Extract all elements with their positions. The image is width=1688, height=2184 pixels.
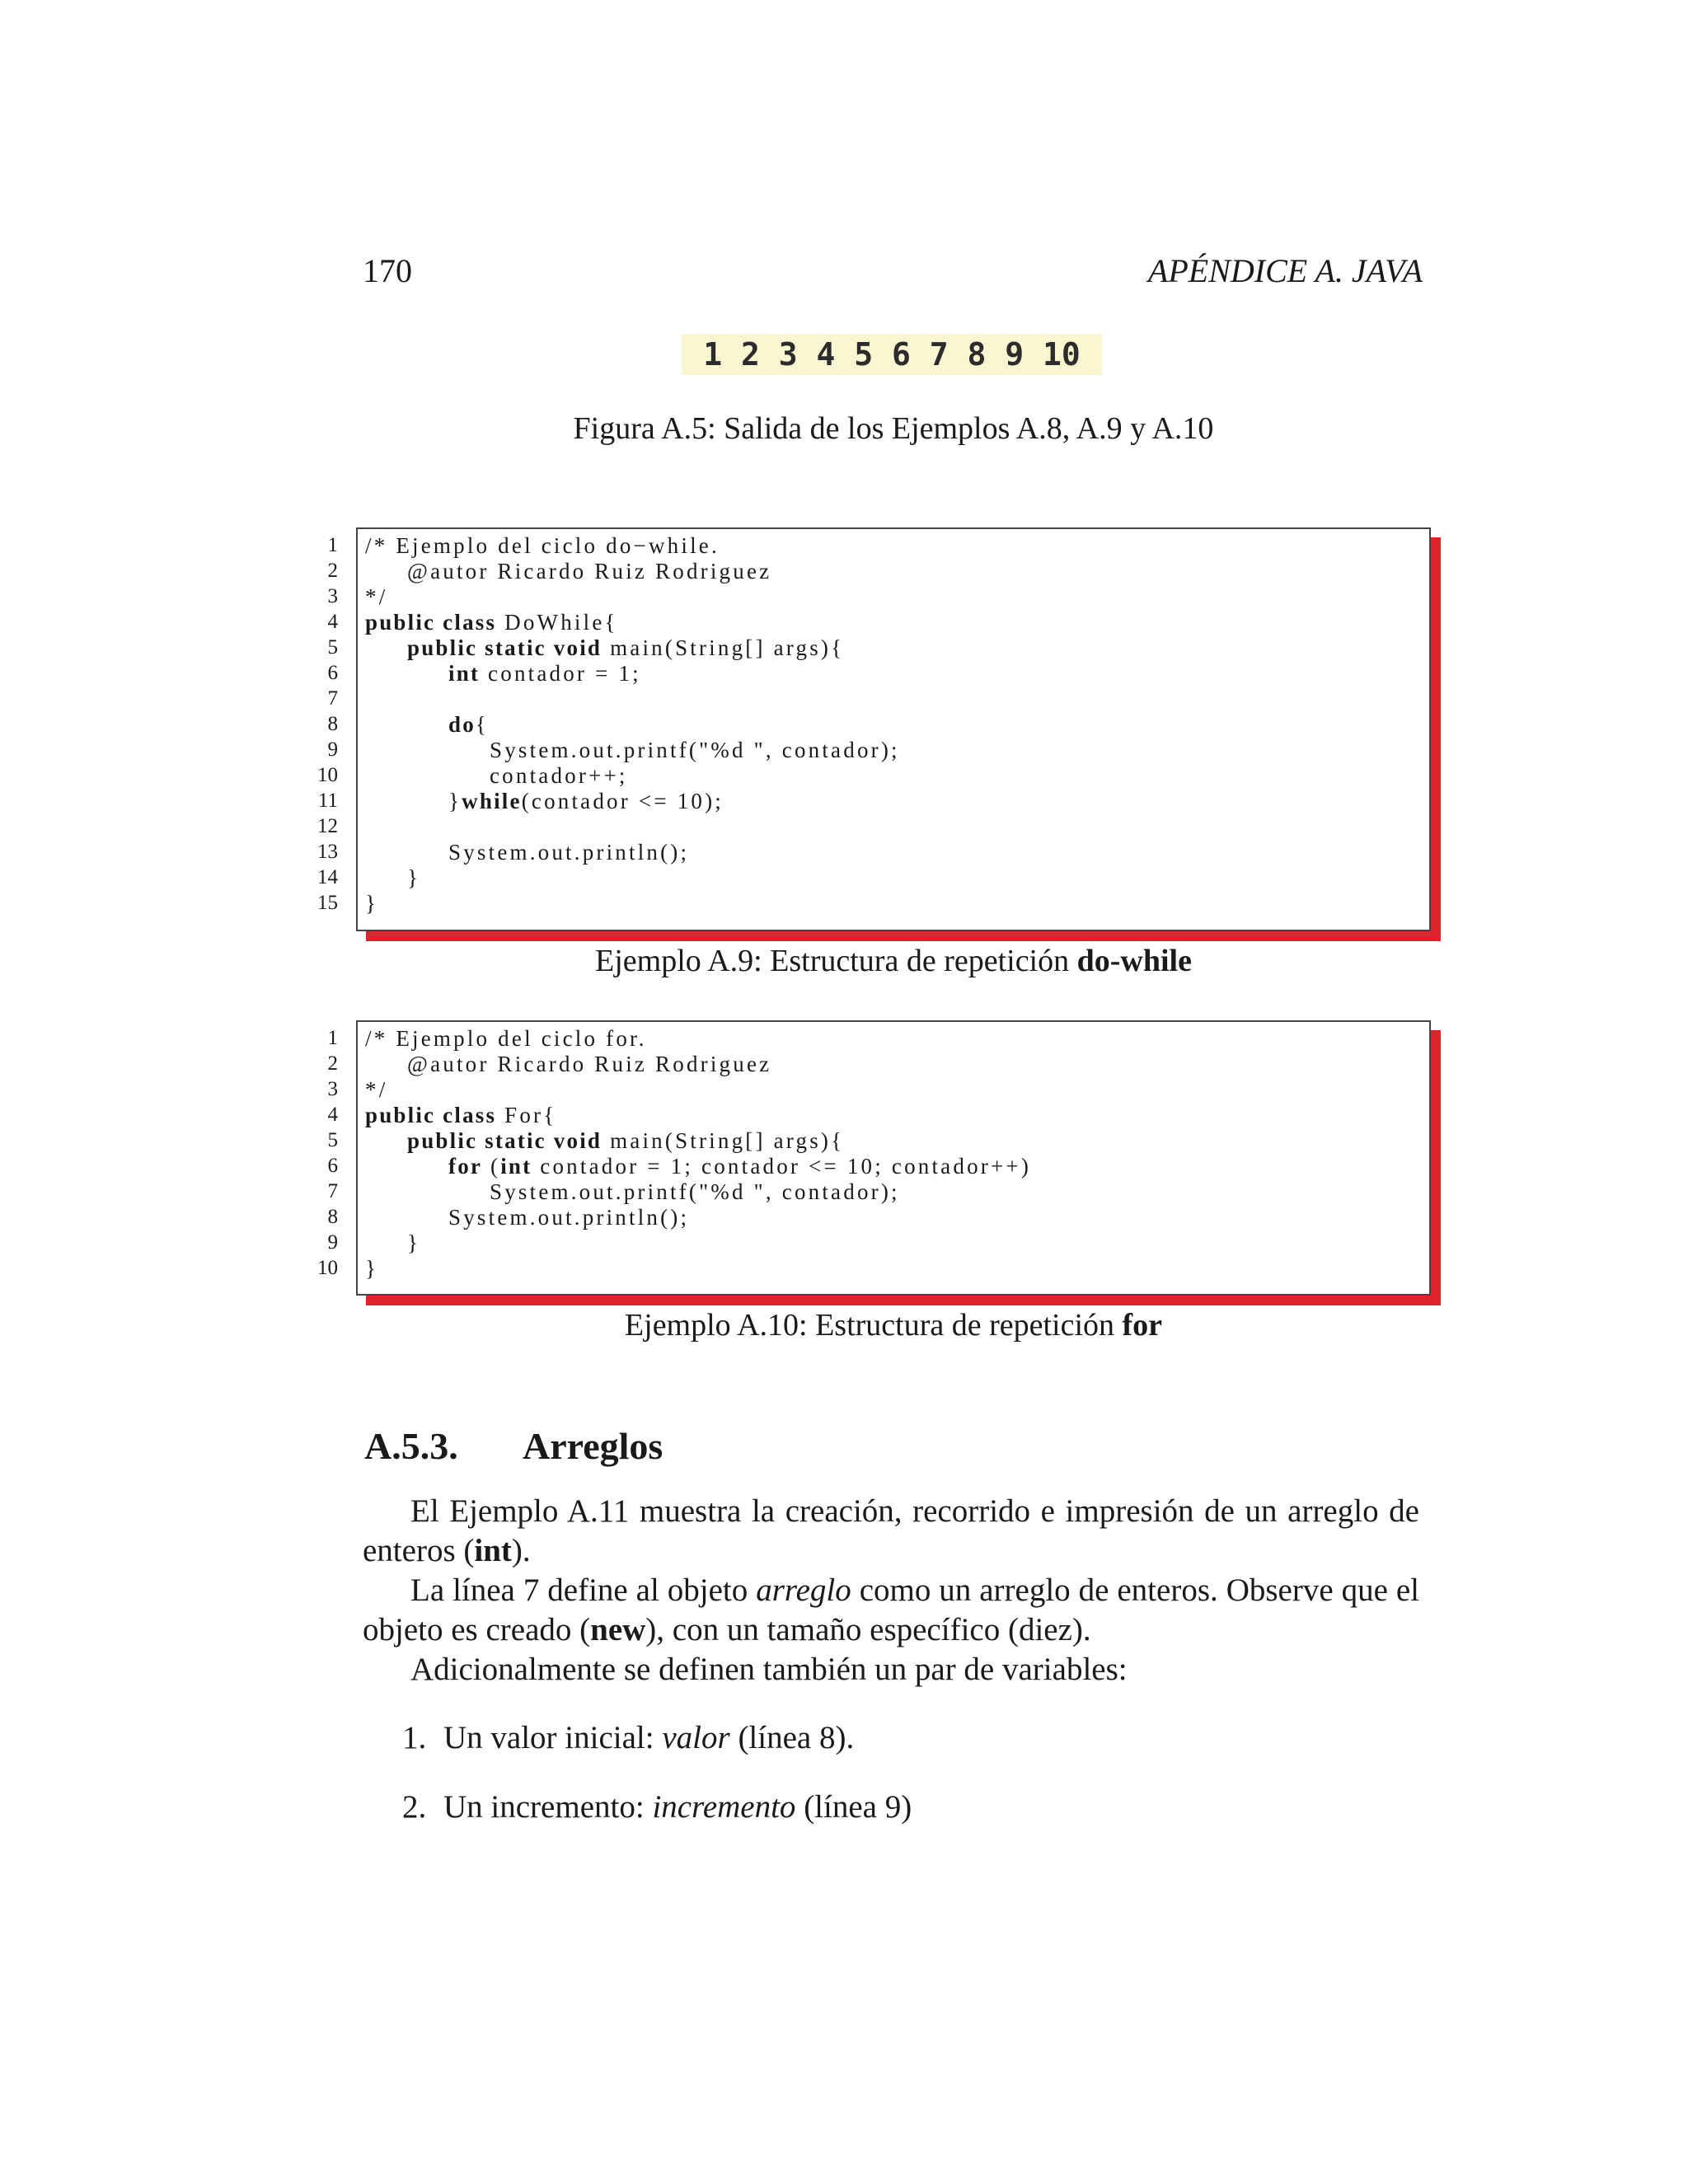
code-text: main(String[] args){ — [602, 1128, 845, 1153]
paragraph-text: El Ejemplo A.11 muestra la creación, recorrido e impresión de un arreglo de enteros ( — [363, 1493, 1419, 1568]
line-number: 8 — [327, 713, 338, 735]
code-line: contador++; — [490, 763, 628, 788]
line-number: 10 — [317, 1257, 338, 1279]
code-keyword: public class — [365, 1103, 497, 1127]
example-caption-do-while — [0, 943, 1688, 979]
line-number: 1 — [327, 1027, 338, 1049]
code-line — [365, 610, 618, 635]
code-text: { — [475, 712, 490, 737]
line-number: 6 — [327, 662, 338, 684]
code-comment: @autor Ricardo Ruiz Rodriguez — [407, 1052, 772, 1076]
paragraph — [363, 1650, 1419, 1690]
section-title: Arreglos — [523, 1425, 663, 1467]
line-number: 2 — [327, 560, 338, 582]
caption-text: Ejemplo A.9: Estructura de repetición — [595, 944, 1077, 978]
line-number: 1 — [327, 534, 338, 556]
example-caption-for — [0, 1307, 1688, 1343]
code-keyword: public static void — [407, 1128, 603, 1153]
line-number: 14 — [317, 866, 338, 888]
code-line: System.out.printf("%d ", contador); — [490, 738, 900, 762]
section-number: A.5.3. — [364, 1425, 458, 1467]
list-number: 1. — [402, 1720, 427, 1755]
paragraph-bold: new — [590, 1612, 646, 1647]
code-line — [407, 635, 844, 661]
code-line — [407, 1128, 844, 1154]
line-number: 11 — [317, 790, 338, 812]
code-line: System.out.println(); — [448, 840, 690, 865]
line-number: 6 — [327, 1155, 338, 1177]
caption-keyword: do-while — [1076, 944, 1192, 978]
line-number: 5 — [327, 1129, 338, 1151]
code-line: System.out.printf("%d ", contador); — [490, 1179, 900, 1204]
paragraph-text: como un arreglo de enteros. Observe que el objeto es creado ( — [363, 1572, 1419, 1647]
line-number: 8 — [327, 1206, 338, 1228]
line-number: 2 — [327, 1052, 338, 1075]
code-text: DoWhile{ — [496, 610, 618, 635]
line-number: 3 — [327, 1078, 338, 1100]
code-comment: /* Ejemplo del ciclo for. — [365, 1026, 647, 1051]
caption-keyword: for — [1122, 1308, 1163, 1343]
code-text: } — [448, 789, 462, 813]
code-line — [448, 1154, 1031, 1179]
list-italic: valor — [662, 1720, 730, 1755]
paragraph-bold: int — [474, 1533, 512, 1568]
code-keyword: for — [448, 1154, 483, 1179]
code-line: } — [365, 1256, 379, 1281]
figure-caption: Figura A.5: Salida de los Ejemplos A.8, A.9 y A.10 — [573, 411, 1214, 446]
paragraph-text: ), con un tamaño específico (diez). — [645, 1612, 1091, 1647]
code-text: (contador <= 10); — [521, 789, 724, 813]
list-text: Un valor inicial: — [443, 1720, 663, 1755]
code-text: ( — [482, 1154, 501, 1179]
code-line — [448, 712, 489, 738]
code-keyword: while — [462, 789, 522, 813]
caption-text: Ejemplo A.10: Estructura de repetición — [624, 1308, 1123, 1343]
line-number: 4 — [327, 611, 338, 633]
code-keyword: public class — [365, 610, 497, 635]
code-line: } — [407, 865, 421, 890]
code-line: System.out.println(); — [448, 1205, 690, 1230]
code-comment: */ — [365, 584, 388, 609]
line-number: 4 — [327, 1104, 338, 1126]
paragraph-text: ). — [511, 1533, 531, 1568]
code-text: contador = 1; — [480, 661, 641, 686]
code-text: contador = 1; contador <= 10; contador++) — [532, 1154, 1032, 1179]
line-number: 7 — [327, 687, 338, 710]
line-number: 13 — [317, 841, 338, 863]
chapter-title: APÉNDICE A. JAVA — [1147, 252, 1423, 289]
code-comment: /* Ejemplo del ciclo do−while. — [365, 533, 720, 558]
code-comment: @autor Ricardo Ruiz Rodriguez — [407, 559, 772, 583]
list-text: (línea 9) — [795, 1789, 912, 1825]
paragraph-text: La línea 7 define al objeto — [410, 1572, 757, 1608]
code-keyword: int — [500, 1154, 532, 1179]
list-text: (línea 8). — [729, 1720, 855, 1755]
code-line — [448, 661, 641, 687]
section-heading — [364, 1424, 663, 1468]
line-number: 9 — [327, 738, 338, 761]
code-text: main(String[] args){ — [602, 635, 845, 660]
list-text: Un incremento: — [443, 1789, 653, 1825]
code-line: } — [365, 891, 379, 916]
code-keyword: do — [448, 712, 476, 737]
code-line — [365, 1103, 556, 1128]
page-number: 170 — [363, 252, 412, 289]
console-output: 1 2 3 4 5 6 7 8 9 10 — [682, 334, 1102, 375]
paragraph — [363, 1571, 1419, 1650]
code-text: For{ — [496, 1103, 557, 1127]
line-number: 9 — [327, 1231, 338, 1254]
line-number: 10 — [317, 764, 338, 786]
line-number: 7 — [327, 1180, 338, 1202]
list-italic: incremento — [652, 1789, 796, 1825]
line-number: 3 — [327, 585, 338, 607]
code-comment: */ — [365, 1077, 388, 1102]
line-number: 15 — [317, 892, 338, 914]
line-number: 12 — [317, 815, 338, 837]
paragraph — [363, 1492, 1419, 1571]
line-number: 5 — [327, 636, 338, 658]
list-item — [402, 1788, 912, 1825]
paragraph-italic: arreglo — [756, 1572, 851, 1608]
code-frame — [356, 527, 1431, 931]
code-keyword: public static void — [407, 635, 603, 660]
code-line: } — [407, 1230, 421, 1255]
code-line — [448, 789, 724, 814]
list-item — [402, 1719, 854, 1756]
paragraph-text: Adicionalmente se definen también un par de variables: — [410, 1652, 1128, 1687]
list-number: 2. — [402, 1789, 427, 1825]
code-keyword: int — [448, 661, 481, 686]
